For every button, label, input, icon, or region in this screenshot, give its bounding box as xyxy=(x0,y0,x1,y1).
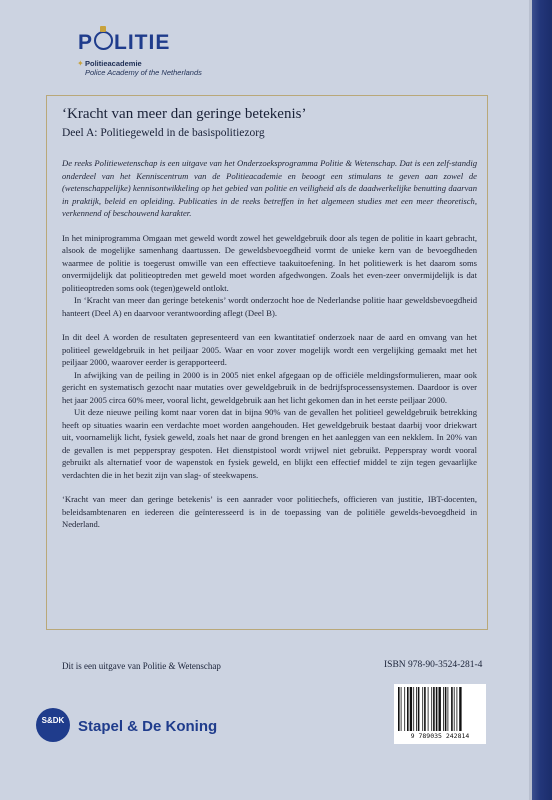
paragraph-findings: Uit deze nieuwe peiling komt naar voren dat in bijna 90% van de gevallen het politieel geweldgebruik betrekking heeft op situaties waarin een verdachte moet worden aangehouden. Het geweldgebruik bestaat daarbij voor driekwart uit, voornamelijk licht, fysiek geweld, zoals het naar de grond brengen en het aanleggen van een nekklem. In 20% van de gevallen is met pepperspray gespoten. Het dienstpistool wordt vrijwel niet gebruikt. Pepperspray wordt vooral gebruikt als alternatief voor de wapenstok en fysiek geweld, en blijkt een effectief middel te zijn tegen gevaarlijke verdachten die in het bezit zijn van slag- of steekwapens. xyxy=(62,407,477,480)
organization-name: Politieacademie xyxy=(85,59,142,68)
logo-text-after: LITIE xyxy=(114,31,171,54)
organization-block xyxy=(77,59,202,77)
star-icon: ✦ xyxy=(77,59,84,68)
paragraph-method: In afwijking van de peiling in 2000 is in 2005 niet enkel afgegaan op de officiële meldingsformulieren, maar ook gericht en systematisch gezocht naar mutaties over geweldgebruik in de bedrijfsprocessensystemen. Daardoor is over het jaar 2005 circa 60% meer, vooral licht, geweldgebruik aan het licht gekomen dan in het eerste peiljaar 2000. xyxy=(62,369,477,405)
barcode-bars xyxy=(397,687,483,731)
barcode-digits: 9 789035 242814 xyxy=(410,732,470,740)
logo-text-before: P xyxy=(78,31,94,54)
barcode xyxy=(394,684,486,744)
paragraph-audience: ‘Kracht van meer dan geringe betekenis’ is een aanrader voor politiechefs, officieren van justitie, IBT-docenten, beleidsambtenaren en iedereen die geïnteresseerd is in de toepassing van de politiële gewelds-bevoegdheid in Nederland. xyxy=(62,494,477,529)
logo-emblem-icon xyxy=(94,31,113,50)
paragraph-program: In het miniprogramma Omgaan met geweld wordt zowel het geweldgebruik door als tegen de politie in kaart gebracht, alsook de mogelijke samenhang daartussen. De geweldsbevoegdheid vormt de unieke kern van de bevoegdheden waarmee de politie is toegerust omwille van een effectieve taakuitoefening. In het politiewerk is het daarom soms onvermijdelijk dat politieoptreden met geweld moet worden afgedwongen. Zoals het even-zeer onvermijdelijk is dat politieoptreden soms ook (tegen)geweld ontlokt. xyxy=(62,232,477,293)
politie-logo xyxy=(78,30,170,55)
book-subtitle: Deel A: Politiegeweld in de basispolitiezorg xyxy=(62,127,265,139)
paragraph-series: De reeks Politiewetenschap is een uitgave van het Onderzoeksprogramma Politie & Wetenschap. Dat is een zelf-standig onderdeel van het Kenniscentrum van de Politieacademie en beoogt een stimulans te geven aan zowel de (wetenschappelijke) kennisontwikkeling op het gebied van politie en veiligheid als de daadwerkelijke benutting daarvan in praktijk, beleid en opleiding. Publicaties in de reeks betreffen in het algemeen studies met een meer theoretisch, verkennend of beschouwend karakter. xyxy=(62,158,477,218)
organization-name-en: Police Academy of the Netherlands xyxy=(85,68,202,77)
paragraph-results: In dit deel A worden de resultaten gepresenteerd van een kwantitatief onderzoek naar de aard en omvang van het politieel geweldgebruik in het peiljaar 2005. Waar en voor zover mogelijk wordt een vergelijking gemaakt met het peiljaar 2000, waarover eerder is gerapporteerd. xyxy=(62,332,477,367)
publisher-name: Stapel & De Koning xyxy=(78,718,218,735)
publisher-logo-icon: S&DK xyxy=(36,708,70,742)
blurb xyxy=(62,157,477,531)
book-spine xyxy=(532,0,552,800)
paragraph-study: In ‘Kracht van meer dan geringe betekenis’ wordt onderzocht hoe de Nederlandse politie haar geweldsbevoegdheid hanteert (Deel A) en daarvoor verantwoording aflegt (Deel B). xyxy=(62,295,477,318)
book-title: ‘Kracht van meer dan geringe betekenis’ xyxy=(62,106,307,122)
isbn: ISBN 978-90-3524-281-4 xyxy=(384,660,483,670)
series-note: Dit is een uitgave van Politie & Wetenschap xyxy=(62,661,221,671)
